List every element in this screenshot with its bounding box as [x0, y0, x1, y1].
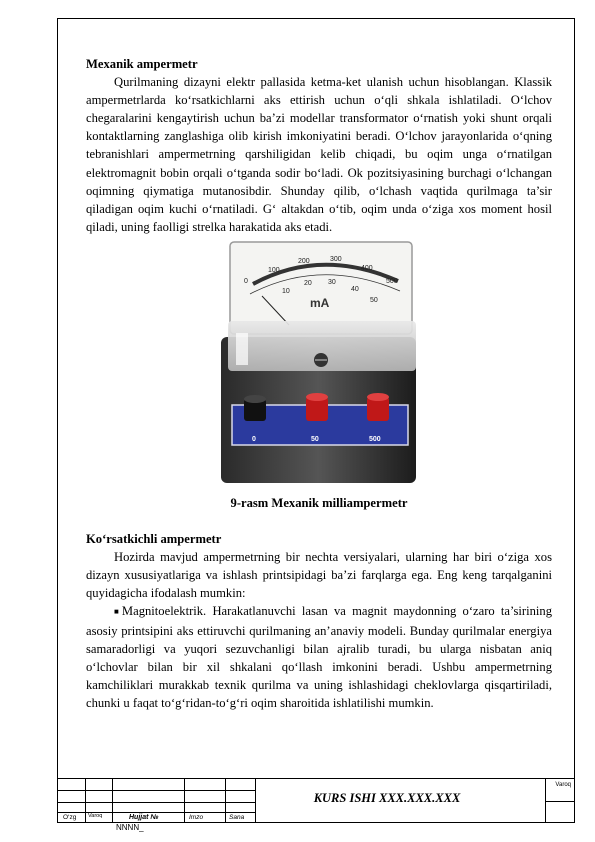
paragraph-mexanik: Qurilmaning dizayni elektr pallasida ketma-ket ulanish uchun hisoblangan. Klassik ampermetrlarda ko‘rsatkichlarni aks ettirish uchun o‘qli shkala ishlatiladi. O‘lchov chegaralarini kengaytirish uchun ba’zi modellar transformator o‘rnatish yoki shunt orqali kontaktlarning zanglashiga olib kirish imkoniyatini beradi. O‘lchov jarayonlarida o‘qning tebranishlari ampermetrning qarshiligidan kelib chiqadi, bu oqim unga o‘rnatilgan elektromagnit bobin orqali o‘tganda sodir bo‘ladi. Ok pozitsiyasining burchagi o‘lchangan oqimning qiymatiga mutanosibdir. Shunday qilib, o‘lchash vaqtida qurilmaga ta’sir qiladigan oqim kuchi o‘rnatiladi. G‘ altakdan o‘tib, oqim unda o‘ziga xos moment hosil qiladi, uning faolligi strelka harakatida aks etadi.: [86, 75, 552, 234]
section-heading-korsatkichli: Ko‘rsatkichli ampermetr: [86, 532, 222, 547]
paragraph-korsatkichli: Hozirda mavjud ampermetrning bir nechta versiyalari, ularning har biri o‘ziga xos dizayn xususiyatlariga va ishlash printsipidagi ba’zi farqlarga ega. Eng keng tarqalganini quyidagicha ifodalash mumkin:: [86, 550, 552, 601]
bullet-item-magnitoelektrik: [86, 602, 552, 712]
nnnn-label: NNNN_: [116, 823, 144, 832]
imzo-label: Imzo: [189, 814, 204, 821]
bullet-icon: ■: [114, 607, 122, 617]
sana-label: Sana: [229, 814, 245, 821]
scale-lower-3: 30: [328, 278, 336, 286]
scale-upper-5: 500: [386, 277, 398, 285]
scale-lower-2: 20: [304, 279, 312, 287]
document-title: KURS ISHI XXX.XXX.XXX: [313, 791, 461, 805]
terminal-label-0: 0: [252, 435, 256, 443]
unit-label: mA: [310, 295, 330, 310]
terminal-label-500: 500: [369, 435, 381, 443]
title-block: [57, 778, 575, 823]
varoq-right-label: Varoq: [555, 782, 571, 788]
ammeter-image: [86, 239, 552, 487]
figure-caption: 9-rasm Mexanik milliampermetr: [230, 495, 408, 510]
ozg-label: O‘zg: [63, 814, 77, 821]
ammeter-figure: [86, 239, 552, 487]
scale-upper-3: 300: [330, 255, 342, 263]
hujjat-label: Hujjat №: [129, 814, 159, 821]
scale-upper-4: 400: [361, 264, 373, 272]
scale-lower-5: 50: [370, 296, 378, 304]
scale-upper-0: 0: [244, 277, 248, 285]
document-body: [86, 55, 552, 712]
section-heading-mexanik: Mexanik ampermetr: [86, 57, 198, 71]
scale-lower-4: 40: [351, 285, 359, 293]
scale-lower-1: 10: [282, 287, 290, 295]
bullet-text: Magnitoelektrik. Harakatlanuvchi lasan va magnit maydonning o‘zaro ta’sirining asosiy printsipini aks ettiruvchi qurilmaning an’anaviy modeli. Bunday qurilmalar energiya samaradorligi va yuqori sezuvchanligi bilan ajralib turadi, bu ularga nisbatan aniq o‘lchovlar bilan bir xil shkalani qo‘llash imkonini beradi. Ushbu ampermetrning kamchiliklari murakkab texnik qurilma va uning ishlashidagi cheklovlarga qisqartiriladi, chunki u faqat to‘g‘ridan-to‘g‘ri oqim sharoitida ishlatilishi mumkin.: [86, 604, 552, 710]
scale-upper-1: 100: [268, 266, 280, 274]
scale-upper-2: 200: [298, 257, 310, 265]
terminal-label-50: 50: [311, 435, 319, 443]
varoq-label: Varoq: [88, 813, 103, 819]
